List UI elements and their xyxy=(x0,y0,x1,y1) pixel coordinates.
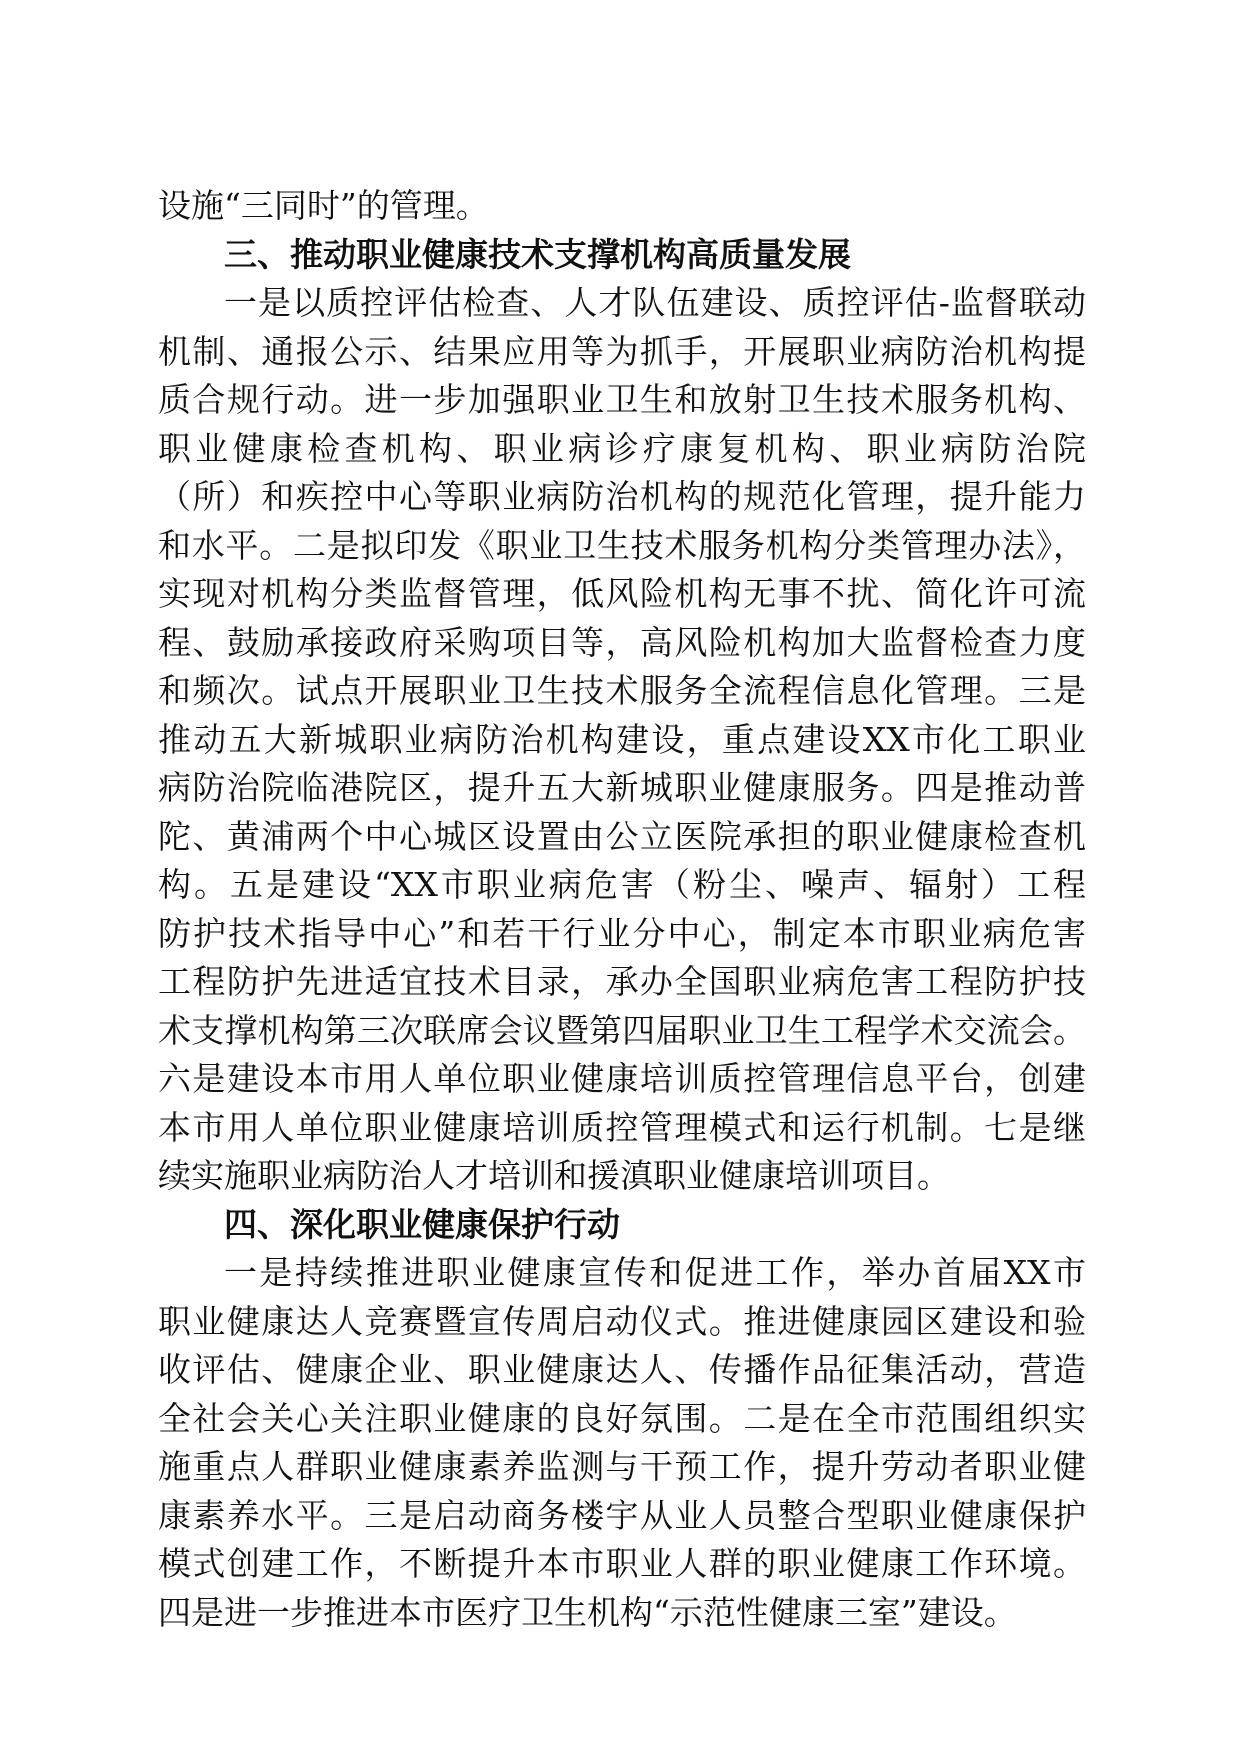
section-4-line: 全社会关心关注职业健康的良好氛围。二是在全市范围组织实 xyxy=(158,1398,1086,1438)
section-4-line: 施重点人群职业健康素养监测与干预工作，提升劳动者职业健 xyxy=(158,1447,1086,1486)
section-3-line: 续实施职业病防治人才培训和援滇职业健康培训项目。 xyxy=(158,1156,950,1195)
section-3-line: 职业健康检查机构、职业病诊疗康复机构、职业病防治院 xyxy=(158,428,1086,468)
section-3-line: 机制、通报公示、结果应用等为抓手，开展职业病防治机构提 xyxy=(158,331,1086,371)
section-3-line: 陀、黄浦两个中心城区设置由公立医院承担的职业健康检查机 xyxy=(158,816,1086,856)
section-4-line: 四是进一步推进本市医疗卫生机构“示范性健康三室”建设。 xyxy=(158,1592,1017,1632)
section-3-line: 实现对机构分类监督管理，低风险机构无事不扰、简化许可流 xyxy=(158,574,1086,613)
section-3-line: 六是建设本市用人单位职业健康培训质控管理信息平台，创建 xyxy=(158,1059,1086,1098)
section-4-line: 康素养水平。三是启动商务楼宇从业人员整合型职业健康保护 xyxy=(158,1495,1086,1535)
section-3-line: 构。五是建设“XX市职业病危害（粉尘、噪声、辐射）工程 xyxy=(158,865,1086,904)
section-3-line: 推动五大新城职业病防治机构建设，重点建设XX市化工职业 xyxy=(158,719,1086,759)
section-3-line: 和水平。二是拟印发《职业卫生技术服务机构分类管理办法》， xyxy=(158,525,1086,565)
section-4-line: 收评估、健康企业、职业健康达人、传播作品征集活动，营造 xyxy=(158,1350,1086,1389)
section-3-lead-in: 设施“三同时”的管理。 xyxy=(158,186,489,225)
section-3-line: 和频次。试点开展职业卫生技术服务全流程信息化管理。三是 xyxy=(158,671,1086,710)
section-4-line: 职业健康达人竞赛暨宣传周启动仪式。推进健康园区建设和验 xyxy=(158,1301,1086,1341)
section-3-heading: 三、推动职业健康技术支撑机构高质量发展 xyxy=(224,234,851,274)
document-page xyxy=(158,182,1086,1637)
section-3-line: 术支撑机构第三次联席会议暨第四届职业卫生工程学术交流会。 xyxy=(158,1010,1086,1050)
section-3-line: 质合规行动。进一步加强职业卫生和放射卫生技术服务机构、 xyxy=(158,380,1086,419)
section-4-heading: 四、深化职业健康保护行动 xyxy=(224,1204,620,1244)
section-4-line: 模式创建工作，不断提升本市职业人群的职业健康工作环境。 xyxy=(158,1544,1086,1583)
section-3-line: 程、鼓励承接政府采购项目等，高风险机构加大监督检查力度 xyxy=(158,622,1086,662)
section-4-line: 一是持续推进职业健康宣传和促进工作，举办首届XX市 xyxy=(224,1253,1086,1292)
section-3-line: 工程防护先进适宜技术目录，承办全国职业病危害工程防护技 xyxy=(158,962,1086,1001)
section-3-line: 防护技术指导中心”和若干行业分中心，制定本市职业病危害 xyxy=(158,913,1086,953)
section-3-line: 一是以质控评估检查、人才队伍建设、质控评估-监督联动 xyxy=(224,283,1086,322)
section-3-line: 病防治院临港院区，提升五大新城职业健康服务。四是推动普 xyxy=(158,768,1086,807)
section-3-line: （所）和疾控中心等职业病防治机构的规范化管理，提升能力 xyxy=(158,477,1086,516)
section-3-line: 本市用人单位职业健康培训质控管理模式和运行机制。七是继 xyxy=(158,1107,1086,1147)
